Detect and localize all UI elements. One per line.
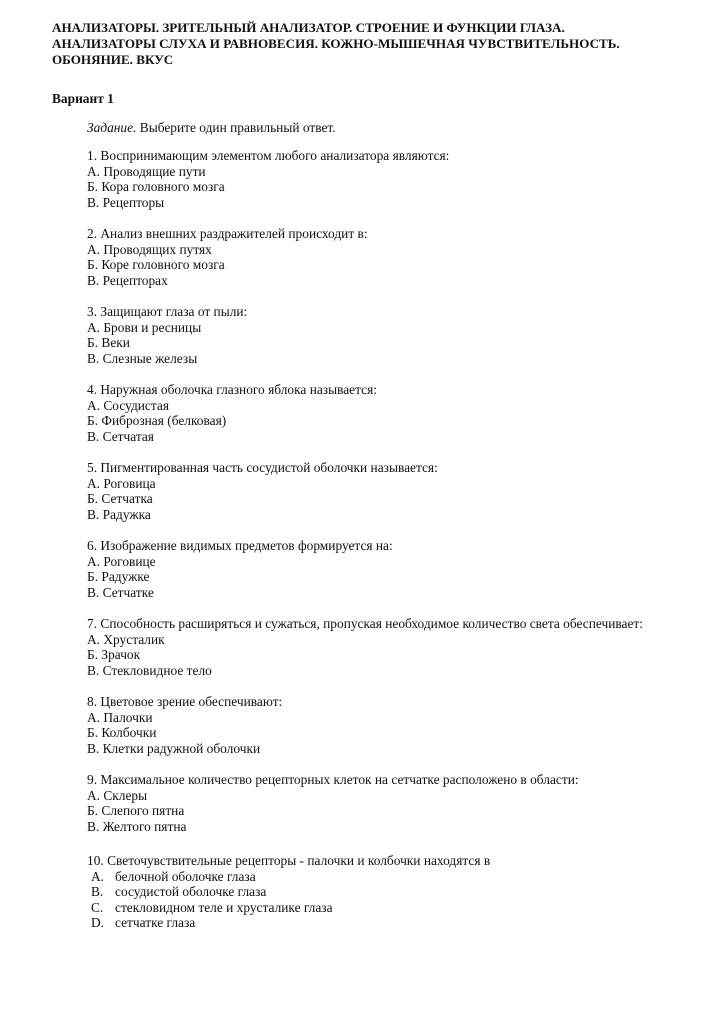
answer-text: белочной оболочке глаза [115,868,256,884]
answer-option: А. Проводящие пути [87,163,206,179]
answer-letter: D. [91,915,105,930]
answer-option: А. Роговица [87,475,156,491]
answer-option: В. Рецепторы [87,194,165,210]
question-4 [87,382,685,444]
answer-option: В. Сетчатая [87,428,154,444]
question-5 [87,460,685,522]
answer-option: Б. Фиброзная (белковая) [87,413,227,428]
answer-option: В. Рецепторах [87,272,168,288]
question-9 [87,772,685,834]
answer-option: А. Склеры [87,787,148,803]
question-7 [87,616,685,678]
answer-option: В. Желтого пятна [87,818,187,834]
answer-option [87,884,685,900]
answer-option: А. Проводящих путях [87,241,212,257]
question-text: 10. Светочувствительные рецепторы - палочки и колбочки находятся в [87,853,491,868]
question-text: 1. Воспринимающим элементом любого анализатора являются: [87,148,450,163]
answer-option: Б. Колбочки [87,725,157,740]
answer-option [87,869,685,885]
answer-option [87,900,685,916]
task-label: Задание. [87,120,137,135]
answer-option: Б. Зрачок [87,647,141,662]
question-text: 6. Изображение видимых предметов формируется на: [87,538,393,553]
title-line: ОБОНЯНИЕ. ВКУС [52,52,174,67]
answer-option: Б. Коре головного мозга [87,257,225,272]
question-3 [87,304,685,366]
variant-heading: Вариант 1 [52,91,114,106]
answer-option: А. Палочки [87,709,153,725]
question-text: 4. Наружная оболочка глазного яблока называется: [87,382,377,397]
question-6 [87,538,685,600]
title-line: АНАЛИЗАТОРЫ СЛУХА И РАВНОВЕСИЯ. КОЖНО-МЫШЕЧНАЯ ЧУВСТВИТЕЛЬНОСТЬ. [52,36,620,51]
answer-option: В. Радужка [87,506,151,522]
answer-option: А. Сосудистая [87,397,169,413]
answer-text: стекловидном теле и хрусталике глаза [115,899,333,915]
question-1 [87,148,685,210]
question-10 [87,853,685,931]
answer-option: Б. Веки [87,335,130,350]
answer-option: Б. Сетчатка [87,491,153,506]
answer-option: В. Сетчатке [87,584,154,600]
question-text: 3. Защищают глаза от пыли: [87,304,248,319]
answer-option: Б. Кора головного мозга [87,179,225,194]
answer-option: В. Клетки радужной оболочки [87,740,261,756]
answer-option [87,915,685,931]
question-2 [87,226,685,288]
answer-text: сетчатке глаза [115,915,196,930]
answer-text: сосудистой оболочке глаза [115,884,267,899]
answer-letter: A. [91,868,105,884]
answer-letter: C. [91,899,104,915]
question-text: 7. Способность расширяться и сужаться, пропуская необходимое количество света обеспечивает: [87,616,644,631]
page-title [52,20,685,68]
answer-option: Б. Слепого пятна [87,803,185,818]
answer-option: Б. Радужке [87,569,150,584]
question-8 [87,694,685,756]
answer-option: А. Хрусталик [87,631,165,647]
answer-option: А. Брови и ресницы [87,319,202,335]
task-text: Выберите один правильный ответ. [136,120,336,135]
question-list [87,148,685,931]
question-text: 5. Пигментированная часть сосудистой оболочки называется: [87,460,438,475]
question-text: 9. Максимальное количество рецепторных клеток на сетчатке расположено в области: [87,772,579,787]
answer-option: В. Стекловидное тело [87,662,212,678]
title-line: АНАЛИЗАТОРЫ. ЗРИТЕЛЬНЫЙ АНАЛИЗАТОР. СТРОЕНИЕ И ФУНКЦИИ ГЛАЗА. [52,20,565,35]
answer-letter: B. [91,884,104,899]
answer-option: В. Слезные железы [87,350,198,366]
answer-option: А. Роговице [87,553,156,569]
question-text: 2. Анализ внешних раздражителей происходит в: [87,226,368,241]
question-text: 8. Цветовое зрение обеспечивают: [87,694,283,709]
task-instruction [87,120,685,136]
